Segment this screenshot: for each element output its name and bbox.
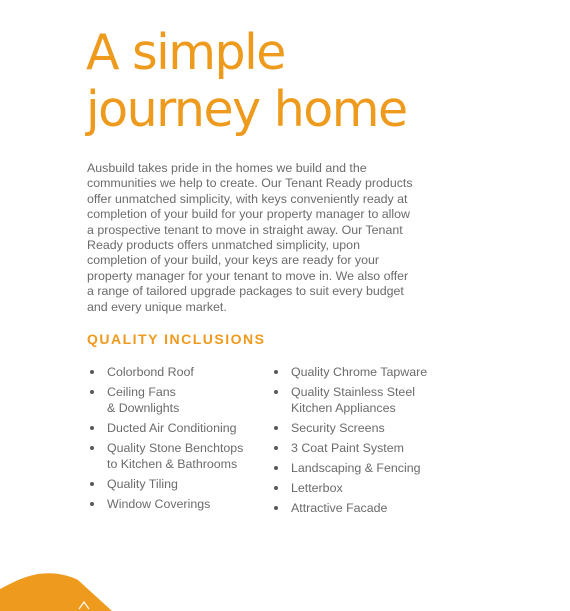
- list-item-label: Ducted Air Conditioning: [107, 421, 237, 435]
- list-item-label: Security Screens: [291, 421, 385, 435]
- bullet-icon: [90, 482, 94, 486]
- list-item-label: Quality Stone Benchtops to Kitchen & Bathrooms: [107, 441, 244, 471]
- list-item-label: Landscaping & Fencing: [291, 461, 421, 475]
- bullet-icon: [90, 370, 94, 374]
- bullet-icon: [90, 390, 94, 394]
- list-item: [274, 480, 449, 496]
- list-item-label: 3 Coat Paint System: [291, 441, 404, 455]
- list-item: [274, 440, 449, 456]
- list-item: [90, 476, 265, 492]
- bullet-icon: [274, 426, 278, 430]
- page-title: [86, 24, 407, 138]
- bullet-icon: [274, 370, 278, 374]
- list-item-label: Quality Tiling: [107, 477, 178, 491]
- list-item-label: Attractive Facade: [291, 501, 388, 515]
- list-item: [90, 384, 265, 416]
- corner-decoration: [0, 571, 130, 611]
- list-item: [274, 500, 449, 516]
- bullet-icon: [274, 390, 278, 394]
- list-item: [274, 460, 449, 476]
- inclusions-list-left: [90, 364, 265, 516]
- bullet-icon: [90, 446, 94, 450]
- list-item: [90, 496, 265, 512]
- list-item: [90, 420, 265, 436]
- bullet-icon: [90, 502, 94, 506]
- list-item-label: Ceiling Fans & Downlights: [107, 385, 180, 415]
- list-item-label: Window Coverings: [107, 497, 211, 511]
- bullet-icon: [274, 486, 278, 490]
- page-title-line-2: journey home: [86, 81, 407, 138]
- intro-paragraph: Ausbuild takes pride in the homes we build and the communities we help to create. Our Tenant Ready products offer unmatched simplicity, with keys conveniently ready at completion of your build for your property manager to allow a prospective tenant to move in straight away. Our Tenant Ready products offers unmatched simplicity, upon completion of your build, your keys are ready for your property manager for your tenant to move in. We also offer a range of tailored upgrade packages to suit every budget and every unique market.: [87, 161, 413, 314]
- bullet-icon: [274, 446, 278, 450]
- list-item-label: Quality Chrome Tapware: [291, 365, 428, 379]
- bullet-icon: [274, 506, 278, 510]
- quality-inclusions-heading: QUALITY INCLUSIONS: [87, 331, 266, 347]
- list-item-label: Letterbox: [291, 481, 343, 495]
- list-item-label: Quality Stainless Steel Kitchen Appliances: [291, 385, 415, 415]
- inclusions-list-right: [274, 364, 449, 520]
- list-item: [274, 384, 449, 416]
- list-item: [274, 420, 449, 436]
- list-item: [90, 440, 265, 472]
- list-item: [274, 364, 449, 380]
- list-item-label: Colorbond Roof: [107, 365, 194, 379]
- bullet-icon: [90, 426, 94, 430]
- bullet-icon: [274, 466, 278, 470]
- page-title-line-1: A simple: [86, 24, 285, 81]
- list-item: [90, 364, 265, 380]
